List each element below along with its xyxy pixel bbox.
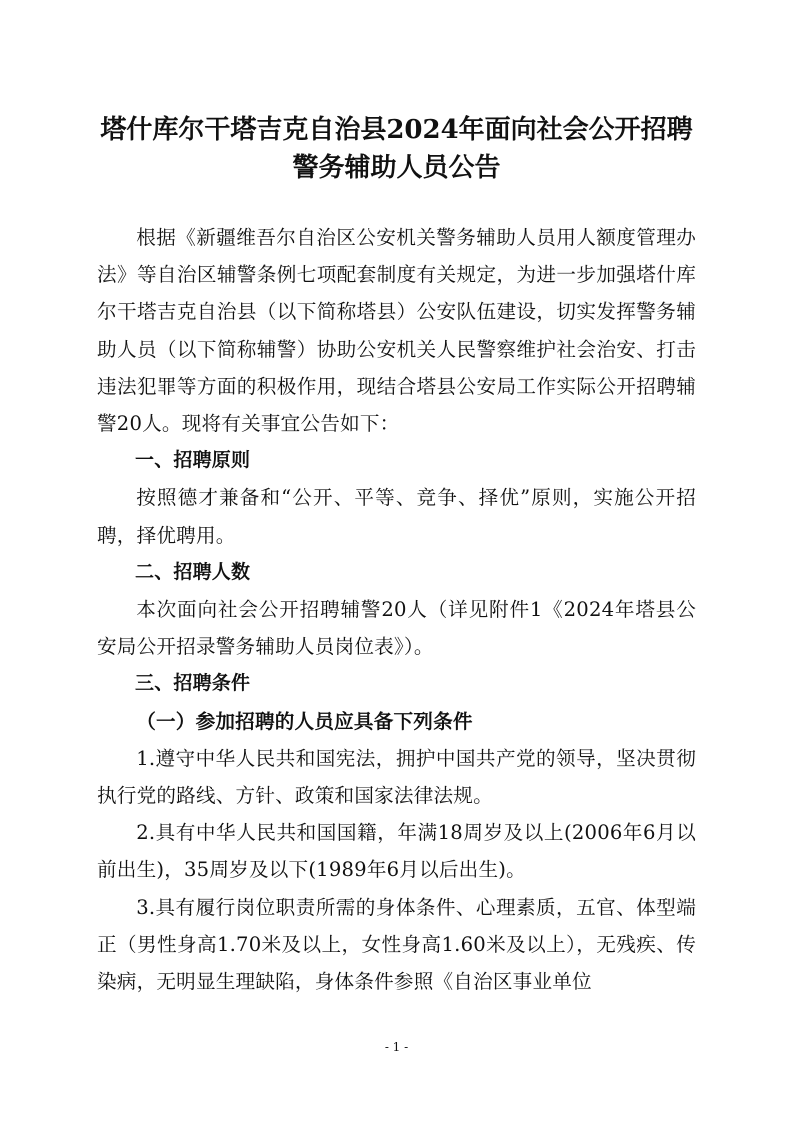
document-body: [97, 219, 696, 1000]
intro-paragraph: 根据《新疆维吾尔自治区公安机关警务辅助人员用人额度管理办法》等自治区辅警条例七项配套制度有关规定，为进一步加强塔什库尔干塔吉克自治县（以下简称塔县）公安队伍建设，切实发挥警务辅助人员（以下简称辅警）协助公安机关人民警察维护社会治安、打击违法犯罪等方面的积极作用，现结合塔县公安局工作实际公开招聘辅警20人。现将有关事宜公告如下：: [97, 226, 696, 436]
document-title-line-2: 警务辅助人员公告: [292, 153, 501, 183]
condition-item-2: 2.具有中华人民共和国国籍，年满18周岁及以上(2006年6月以前出生)，35周岁及以下(1989年6月以后出生)。: [97, 821, 696, 882]
condition-item-3: 3.具有履行岗位职责所需的身体条件、心理素质，五官、体型端正（男性身高1.70米及以上，女性身高1.60米及以上），无残疾、传染病，无明显生理缺陷，身体条件参照《自治区事业单位: [97, 895, 696, 994]
page-number: - 1 -: [384, 1040, 409, 1054]
condition-item-1: 1.遵守中华人民共和国宪法，拥护中国共产党的领导，坚决贯彻执行党的路线、方针、政策和国家法律法规。: [97, 746, 696, 808]
number-paragraph: 本次面向社会公开招聘辅警20人（详见附件1《2024年塔县公安局公开招录警务辅助人员岗位表》）。: [97, 598, 696, 659]
document-title-line-1: 塔什库尔干塔吉克自治县2024年面向社会公开招聘: [100, 115, 693, 145]
principles-paragraph: 按照德才兼备和“公开、平等、竞争、择优”原则，实施公开招聘，择优聘用。: [97, 486, 696, 547]
section-heading-conditions: 三、招聘条件: [135, 672, 251, 695]
section-heading-number: 二、招聘人数: [135, 560, 251, 583]
section-heading-principles: 一、招聘原则: [135, 449, 251, 472]
subsection-heading-conditions: （一）参加招聘的人员应具备下列条件: [136, 709, 473, 733]
